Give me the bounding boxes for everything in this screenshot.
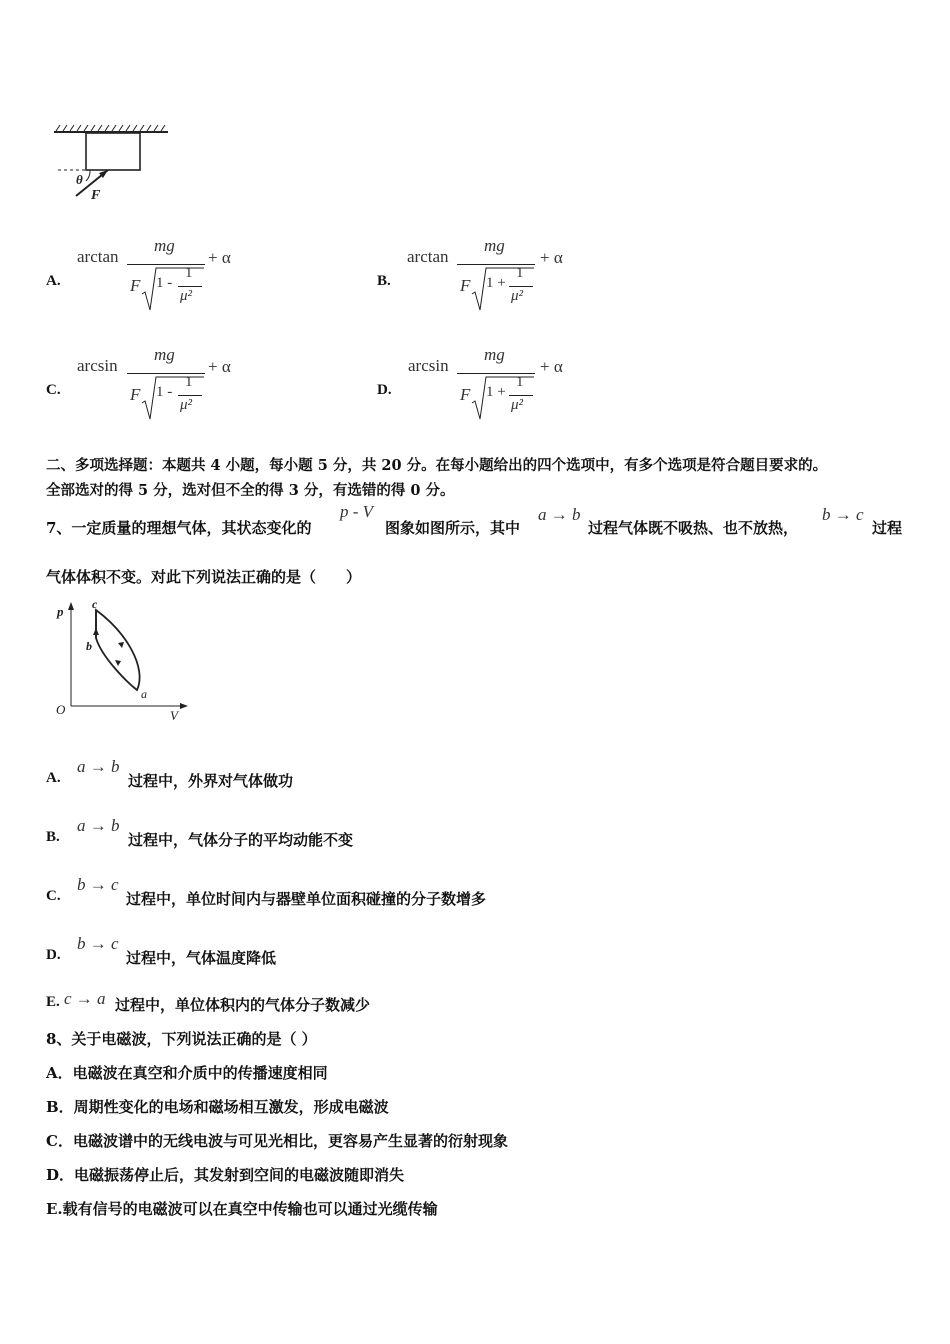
q7-pv-graph bbox=[52, 598, 192, 726]
func-name: arctan bbox=[77, 247, 119, 266]
radicand-sign: 1 + bbox=[486, 384, 506, 400]
inner-num: 1 bbox=[185, 265, 193, 281]
radicand-sign: 1 - bbox=[156, 384, 173, 400]
inner-den: μ² bbox=[180, 397, 193, 413]
func-name: arctan bbox=[407, 247, 449, 266]
q8-option-e[interactable]: E.载有信号的电磁波可以在真空中传输也可以通过光缆传输 bbox=[46, 1200, 438, 1218]
den-f: F bbox=[130, 385, 141, 404]
q8-option-a[interactable]: A．电磁波在真空和介质中的传播速度相同 bbox=[46, 1064, 328, 1082]
numerator: mg bbox=[484, 345, 505, 364]
q8-option-b[interactable]: B．周期性变化的电场和磁场相互激发，形成电磁波 bbox=[46, 1098, 389, 1116]
option-text: 过程中，单位时间内与器壁单位面积碰撞的分子数增多 bbox=[126, 890, 487, 908]
func-name: arcsin bbox=[77, 356, 118, 375]
option-label: D. bbox=[377, 382, 392, 398]
option-label: A. bbox=[46, 273, 61, 289]
graph-origin-label: O bbox=[56, 702, 66, 717]
numerator: mg bbox=[484, 236, 505, 255]
q7-stem-prefix: 7、一定质量的理想气体，其状态变化的 bbox=[46, 519, 312, 537]
option-text: 过程中，气体分子的平均动能不变 bbox=[128, 831, 354, 849]
den-f: F bbox=[460, 385, 471, 404]
option-label: B. bbox=[377, 273, 391, 289]
numerator: mg bbox=[154, 345, 175, 364]
graph-x-label: V bbox=[170, 708, 178, 723]
q8-stem: 8、关于电磁波，下列说法正确的是（ ） bbox=[46, 1030, 317, 1048]
tail: + α bbox=[208, 248, 231, 267]
section2-instructions-line2: 全部选对的得 5 分，选对但不全的得 3 分，有选错的得 0 分。 bbox=[46, 482, 455, 499]
graph-point-b: b bbox=[86, 639, 92, 653]
q8-option-d[interactable]: D．电磁振荡停止后，其发射到空间的电磁波随即消失 bbox=[46, 1166, 405, 1184]
section2-instructions-line1: 二、多项选择题：本题共 4 小题，每小题 5 分，共 20 分。在每小题给出的四个选项中，有多个选项是符合题目要求的。 bbox=[46, 457, 828, 474]
graph-point-c: c bbox=[92, 598, 98, 611]
inner-num: 1 bbox=[516, 265, 524, 281]
q7-stem-part3: 过程气体既不吸热、也不放热， bbox=[588, 519, 799, 537]
den-f: F bbox=[130, 276, 141, 295]
inner-num: 1 bbox=[516, 374, 524, 390]
numerator: mg bbox=[154, 236, 175, 255]
option-text: 过程中，单位体积内的气体分子数减少 bbox=[115, 996, 371, 1014]
q6-force-figure bbox=[50, 122, 175, 204]
option-label: A. bbox=[46, 770, 61, 786]
q7-stem-part2: 图象如图所示，其中 bbox=[385, 519, 521, 537]
option-label: C. bbox=[46, 382, 61, 398]
graph-y-label: p bbox=[57, 604, 64, 619]
option-math: a → b bbox=[77, 757, 120, 776]
q8-option-c[interactable]: C．电磁波谱中的无线电波与可见光相比，更容易产生显著的衍射现象 bbox=[46, 1132, 508, 1150]
tail: + α bbox=[540, 248, 563, 267]
option-math: c → a bbox=[64, 989, 106, 1008]
radicand-sign: 1 - bbox=[156, 275, 173, 291]
radicand-sign: 1 + bbox=[486, 275, 506, 291]
option-text: 过程中，气体温度降低 bbox=[126, 949, 277, 967]
q7-math-pv: p - V bbox=[340, 502, 374, 521]
inner-den: μ² bbox=[511, 288, 524, 304]
q6-angle-label: θ bbox=[76, 172, 83, 187]
q7-stem-line2: 气体体积不变。对此下列说法正确的是（ ） bbox=[46, 568, 362, 586]
option-label: E. bbox=[46, 994, 60, 1010]
den-f: F bbox=[460, 276, 471, 295]
func-name: arcsin bbox=[408, 356, 449, 375]
inner-den: μ² bbox=[180, 288, 193, 304]
option-label: C. bbox=[46, 888, 61, 904]
option-math: b → c bbox=[77, 934, 119, 953]
q7-math-ab: a → b bbox=[538, 505, 581, 524]
option-label: D. bbox=[46, 947, 61, 963]
inner-den: μ² bbox=[511, 397, 524, 413]
tail: + α bbox=[540, 357, 563, 376]
option-math: b → c bbox=[77, 875, 119, 894]
q6-force-label: F bbox=[91, 188, 101, 203]
inner-num: 1 bbox=[185, 374, 193, 390]
option-math: a → b bbox=[77, 816, 120, 835]
tail: + α bbox=[208, 357, 231, 376]
q7-stem-part4: 过程 bbox=[872, 519, 903, 537]
graph-point-a: a bbox=[141, 687, 147, 701]
option-text: 过程中，外界对气体做功 bbox=[128, 772, 294, 790]
q7-math-bc: b → c bbox=[822, 505, 864, 524]
option-label: B. bbox=[46, 829, 60, 845]
